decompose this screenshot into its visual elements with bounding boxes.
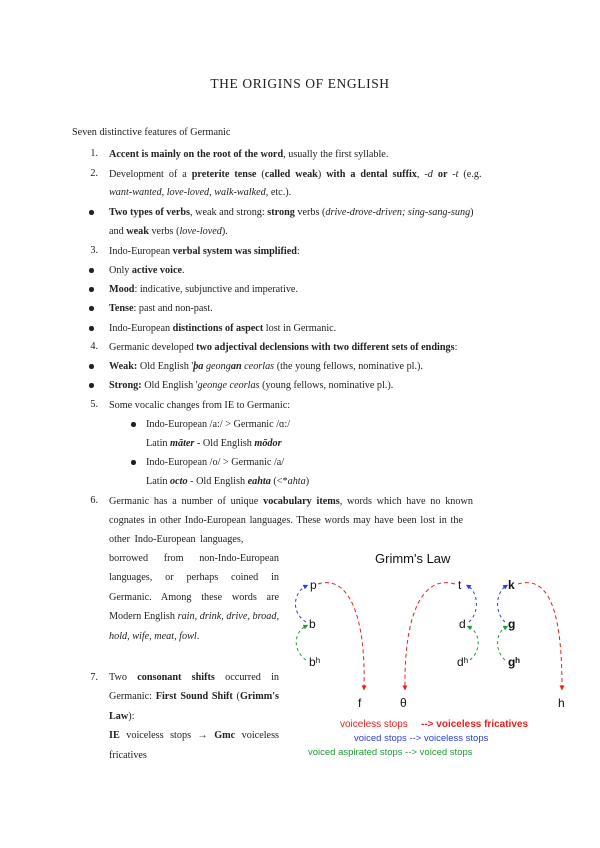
item-text: .	[196, 630, 200, 642]
item-text: ):	[128, 710, 135, 722]
letter-t: t	[458, 578, 462, 592]
item-text: (<*	[270, 476, 288, 487]
letter-f: f	[358, 696, 362, 710]
item-bold: called weak	[264, 169, 318, 180]
page-title: THE ORIGINS OF ENGLISH	[210, 76, 390, 91]
diagram-title: Grimm's Law	[375, 551, 451, 566]
item-text: Latin	[146, 438, 171, 449]
letter-k: k	[508, 578, 515, 592]
list-marker: 4.	[90, 341, 98, 352]
item-italic: rain, drink, drive, broad, hold, wife, meat, fowl	[109, 611, 279, 642]
item-bold-italic: octo	[170, 476, 188, 487]
list-marker: 7.	[90, 672, 98, 683]
item-bold: Grimm's Law	[109, 691, 279, 722]
letter-b: b	[309, 617, 316, 631]
item-text: : past and non-past.	[133, 303, 213, 314]
item-text: ).	[221, 226, 228, 237]
item-bold-italic: eahta	[247, 476, 271, 487]
item-text: )	[470, 207, 474, 218]
sub-item-2: Indo-European /o/ > Germanic /a/	[146, 457, 285, 468]
item-text: , etc.).	[265, 187, 292, 198]
item-bold: Gmc	[214, 730, 236, 742]
item-bold: or	[432, 169, 453, 180]
item-bold: vocabulary items	[263, 496, 340, 507]
letter-dh: dʰ	[457, 655, 469, 669]
item-text: ,	[416, 169, 425, 180]
item-text: Only	[109, 265, 132, 276]
item-italic: love-loved	[179, 226, 222, 237]
item-text: Development of a	[109, 169, 192, 180]
list-marker: 2.	[90, 168, 98, 179]
item-text: lost in Germanic.	[263, 323, 337, 334]
legend-voiced-aspirated: voiced aspirated stops --> voiced stops	[308, 747, 473, 758]
item-italic: -t	[452, 169, 459, 180]
item-bold-italic: an	[230, 361, 242, 372]
item-text: :	[454, 342, 458, 353]
item-text: Two	[109, 672, 138, 683]
letter-bh: bʰ	[309, 655, 321, 669]
legend-voiceless-fricatives: --> voiceless fricatives	[421, 719, 529, 730]
item-text: voiceless fricatives	[109, 730, 279, 761]
item-italic: geonge ceorlas	[197, 380, 260, 391]
item-text: )	[305, 476, 310, 487]
item-text: - Old English	[194, 438, 255, 449]
item-bold: active voice	[131, 265, 182, 276]
letter-p: p	[310, 578, 317, 592]
letter-g: g	[508, 617, 516, 631]
item-bold: Strong:	[109, 380, 142, 391]
list-item-6-line3: other Indo-European languages,	[109, 534, 244, 545]
item-italic: want-wanted, love-loved, walk-walked	[109, 187, 266, 198]
item-text: Germanic has a number of unique	[109, 496, 264, 507]
letter-theta: θ	[400, 696, 407, 710]
item-text: (	[232, 691, 240, 703]
item-text: (e.g.	[458, 169, 482, 180]
item-text: Indo-European	[109, 323, 173, 334]
item-italic: ceorlas	[241, 361, 275, 372]
item-bold: preterite tense	[191, 169, 257, 180]
item-bold: strong	[267, 207, 295, 218]
item-bold: Weak:	[109, 361, 138, 372]
item-bold: Two types of verbs	[109, 207, 191, 218]
item-italic: geong	[203, 361, 231, 372]
item-text: verbs (	[148, 226, 180, 237]
letter-gh: gʰ	[508, 655, 520, 669]
item-bold-italic: þa	[193, 361, 204, 372]
item-italic: drive-drove-driven; sing-sang-sung	[325, 207, 471, 218]
arrow-dh-to-d	[469, 627, 478, 660]
arrow-p-to-f	[318, 583, 364, 688]
item-text: Germanic developed	[109, 342, 197, 353]
item-bold: First Sound Shift	[155, 691, 233, 703]
item-bold: Accent is mainly on the root of the word	[109, 149, 284, 160]
list-marker: 1.	[90, 148, 98, 159]
item-text: (	[256, 169, 265, 180]
item-bold: IE	[109, 730, 120, 742]
arrow-d-to-t	[468, 586, 476, 622]
arrow-g-to-k	[498, 586, 506, 622]
legend-voiceless-stops: voiceless stops	[340, 719, 408, 730]
arrow-b-to-p	[295, 586, 306, 622]
item-text: Latin	[146, 476, 171, 487]
item-bold: distinctions of aspect	[172, 323, 264, 334]
item-text: and	[109, 226, 127, 237]
letter-d: d	[459, 617, 466, 631]
item-text: voiceless stops →	[119, 730, 215, 742]
arrow-k-to-h	[518, 583, 562, 688]
item-bold: Tense	[109, 303, 134, 314]
item-text: , words which have no known	[339, 496, 473, 507]
item-bold: weak	[126, 226, 149, 237]
arrow-gh-to-g	[498, 627, 506, 660]
item-italic: ahta	[287, 476, 306, 487]
item-text: verbs (	[294, 207, 326, 218]
list-marker: 6.	[90, 495, 98, 506]
item-text: Old English '	[137, 361, 194, 372]
list-item-6-line2: cognates in other Indo-European languages. These words may have been lost in the	[109, 515, 463, 526]
item-bold-italic: mōdor	[254, 438, 282, 449]
list-item-5: Some vocalic changes from IE to Germanic:	[109, 400, 291, 411]
item-text: Indo-European	[109, 246, 173, 257]
arrow-t-to-theta	[405, 583, 455, 688]
item-text: : indicative, subjunctive and imperative.	[134, 284, 298, 295]
item-text: , weak and strong:	[190, 207, 268, 218]
item-bold: verbal system was simplified	[172, 246, 297, 257]
item-bold: consonant shifts	[137, 672, 215, 683]
list-marker: 3.	[90, 245, 98, 256]
item-bold-italic: māter	[170, 438, 195, 449]
item-text: occurred in Germanic:	[109, 672, 280, 703]
item-text: (young fellows, nominative pl.).	[259, 380, 394, 391]
item-text: - Old English	[187, 476, 248, 487]
item-italic: -d	[424, 169, 433, 180]
legend-voiced-stops: voiced stops --> voiceless stops	[354, 733, 489, 744]
item-text: (the young fellows, nominative pl.).	[274, 361, 423, 372]
item-bold: Mood	[109, 284, 135, 295]
item-text: .	[181, 265, 185, 276]
sub-item-1: Indo-European /a:/ > Germanic /ɑ:/	[146, 419, 291, 430]
item-text: )	[317, 169, 327, 180]
arrow-bh-to-b	[296, 626, 306, 660]
letter-h: h	[558, 696, 565, 710]
list-marker: 5.	[90, 399, 98, 410]
item-text: , usually the first syllable.	[283, 149, 389, 160]
item-text: Old English '	[141, 380, 198, 391]
item-text: :	[296, 246, 300, 257]
item-text: borrowed from non-Indo-European languages, or perhaps coined in Germanic. Among these words are Modern English	[109, 553, 279, 623]
item-bold: with a dental suffix	[326, 169, 417, 180]
intro-text: Seven distinctive features of Germanic	[72, 127, 231, 138]
item-bold: two adjectival declensions with two different sets of endings	[196, 342, 455, 353]
